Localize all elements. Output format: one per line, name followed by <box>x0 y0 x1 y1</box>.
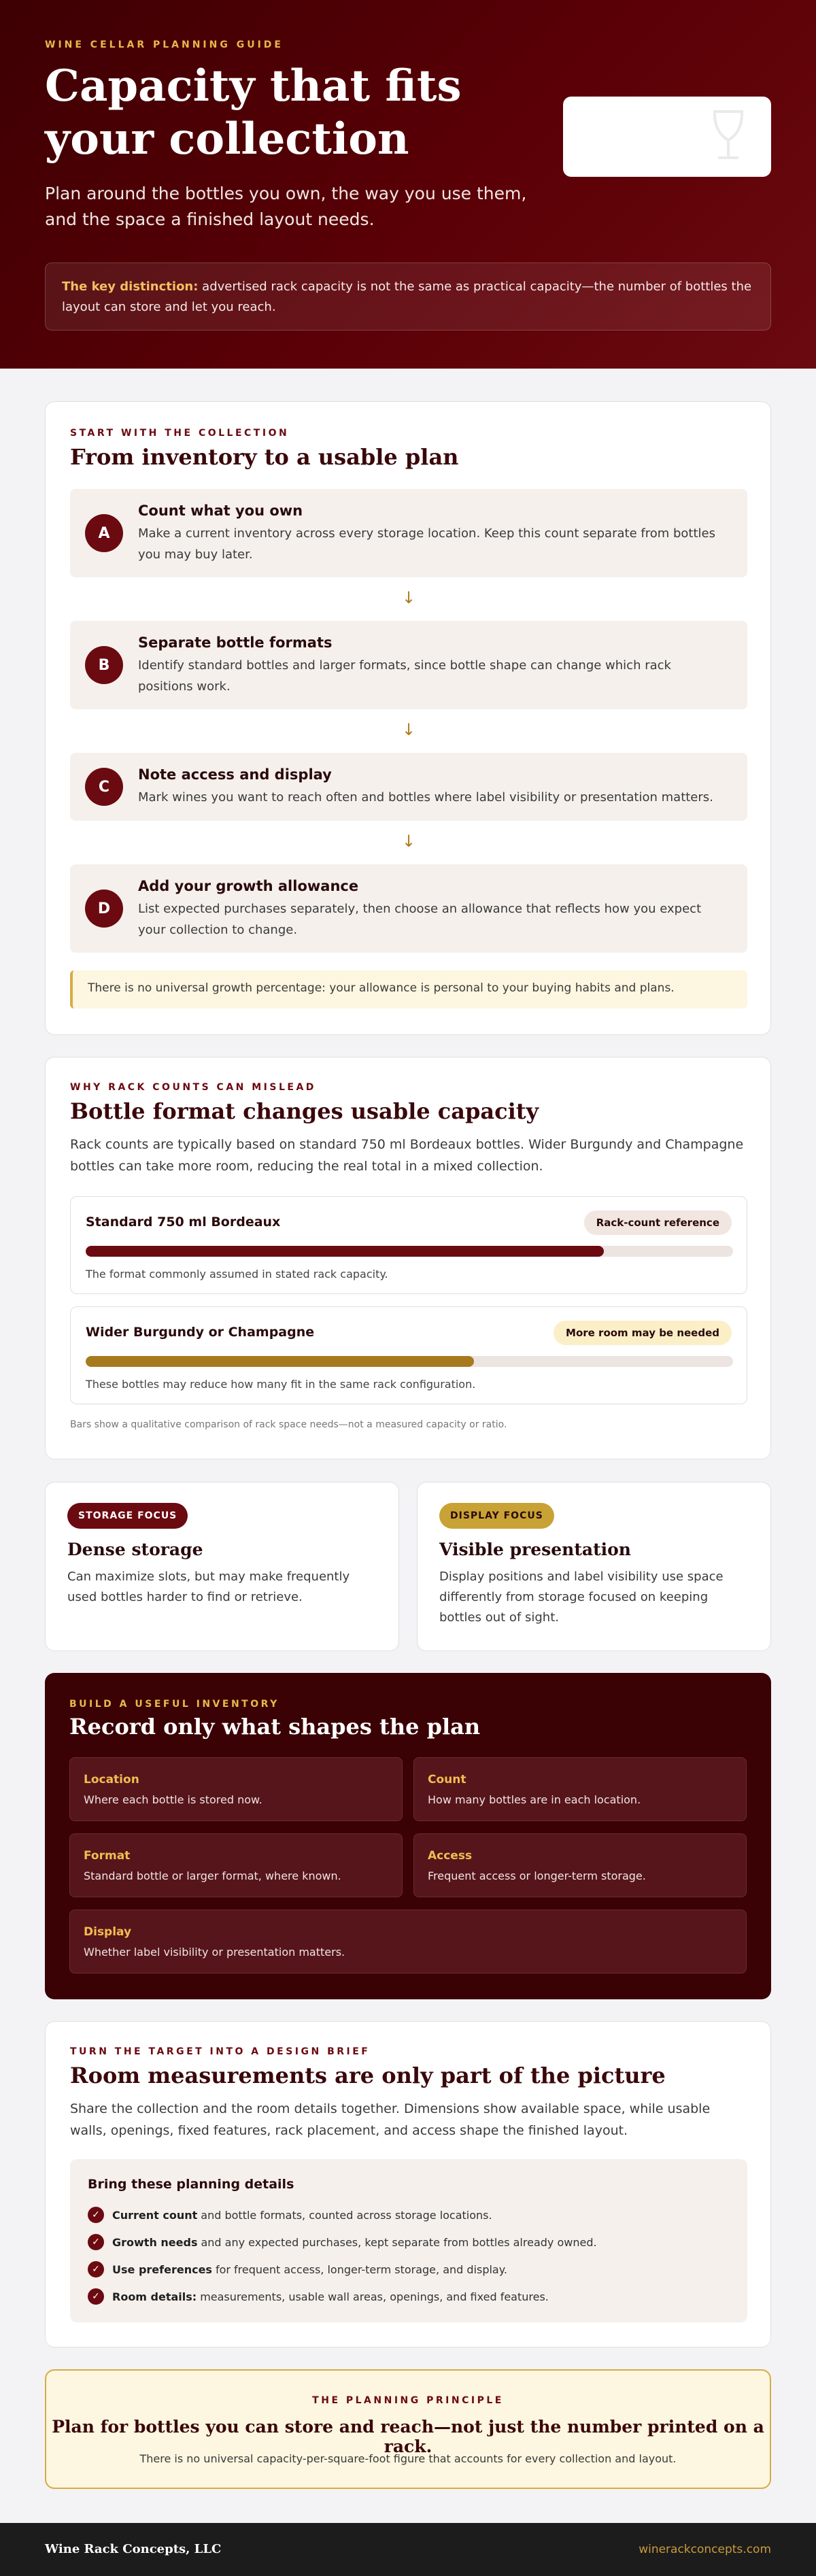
format-bar-description: The format commonly assumed in stated rack capacity. <box>86 1268 388 1281</box>
checklist-bold: Use preferences <box>112 2263 212 2276</box>
field-value: Whether label visibility or presentation matters. <box>84 1946 345 1959</box>
hero-image <box>563 97 771 177</box>
key-distinction-callout <box>45 262 771 331</box>
design-brief-section <box>45 2021 771 2348</box>
format-bar-fill <box>86 1356 474 1367</box>
check-icon: ✓ <box>88 2234 104 2250</box>
checklist-text: measurements, usable wall areas, openings, and fixed features. <box>200 2290 549 2303</box>
section-eyebrow: START WITH THE COLLECTION <box>70 428 290 439</box>
inventory-field <box>69 1757 403 1821</box>
field-value: Frequent access or longer-term storage. <box>428 1869 646 1882</box>
down-arrow-icon: ↓ <box>401 588 416 607</box>
bars-caption: Bars show a qualitative comparison of rack space needs—not a measured capacity or ratio. <box>70 1419 507 1430</box>
step-description: Identify standard bottles and larger formats, since bottle shape can change which rack positions work. <box>138 658 671 694</box>
inventory-field <box>413 1833 747 1897</box>
collection-section <box>45 401 771 1035</box>
format-bar-card <box>70 1306 747 1404</box>
format-bar-title: Standard 750 ml Bordeaux <box>86 1215 281 1230</box>
field-label: Display <box>84 1925 132 1939</box>
section-title: From inventory to a usable plan <box>70 444 459 470</box>
company-name: Wine Rack Concepts, LLC <box>45 2542 222 2556</box>
format-bar-description: These bottles may reduce how many fit in the same rack configuration. <box>86 1378 476 1391</box>
field-value: Where each bottle is stored now. <box>84 1793 262 1806</box>
step-badge: C <box>85 768 123 806</box>
principle-title: Plan for bottles you can store and reach—not just the number printed on a rack. <box>52 2417 764 2456</box>
checklist-item <box>88 2207 492 2223</box>
focus-title: Visible presentation <box>439 1540 631 1559</box>
hero-eyebrow: WINE CELLAR PLANNING GUIDE <box>45 39 284 50</box>
inventory-field <box>69 1910 747 1973</box>
planning-details-panel <box>70 2159 747 2322</box>
checklist-text: for frequent access, longer-term storage, and display. <box>215 2263 507 2276</box>
checklist-item <box>88 2234 597 2250</box>
panel-title: Bring these planning details <box>88 2177 294 2192</box>
section-eyebrow: WHY RACK COUNTS CAN MISLEAD <box>70 1082 316 1093</box>
field-label: Location <box>84 1773 139 1786</box>
checklist-text: and bottle formats, counted across storage locations. <box>201 2208 492 2222</box>
inventory-field <box>413 1757 747 1821</box>
focus-title: Dense storage <box>67 1540 203 1559</box>
field-label: Format <box>84 1849 131 1863</box>
inventory-field <box>69 1833 403 1897</box>
wine-glass-icon <box>698 105 759 166</box>
step-title: Note access and display <box>138 766 332 783</box>
step-badge: B <box>85 646 123 684</box>
format-bar-pill: Rack-count reference <box>584 1210 732 1235</box>
checklist-item <box>88 2261 507 2277</box>
check-icon: ✓ <box>88 2288 104 2305</box>
format-bar-card <box>70 1196 747 1294</box>
format-bar-track <box>86 1246 733 1257</box>
inventory-section <box>45 1673 771 1999</box>
page-title: Capacity that fits your collection <box>45 61 462 165</box>
step-badge: A <box>85 514 123 552</box>
hero-banner <box>0 0 816 369</box>
footer <box>0 2523 816 2576</box>
field-label: Count <box>428 1773 466 1786</box>
step-badge: D <box>85 889 123 928</box>
field-label: Access <box>428 1849 473 1863</box>
format-bar-track <box>86 1356 733 1367</box>
step-title: Add your growth allowance <box>138 878 359 894</box>
down-arrow-icon: ↓ <box>401 720 416 739</box>
growth-note: There is no universal growth percentage: your allowance is personal to your buying habits and plans. <box>70 970 747 1009</box>
step-title: Separate bottle formats <box>138 634 333 651</box>
step-card <box>70 621 747 709</box>
field-value: How many bottles are in each location. <box>428 1793 641 1806</box>
step-description: Mark wines you want to reach often and bottles where label visibility or presentation matters. <box>138 790 713 804</box>
step-title: Count what you own <box>138 503 303 519</box>
checklist-text: and any expected purchases, kept separate from bottles already owned. <box>201 2235 597 2249</box>
checklist-bold: Room details: <box>112 2290 197 2303</box>
check-icon: ✓ <box>88 2207 104 2223</box>
step-card <box>70 864 747 953</box>
callout-label: The key distinction: <box>62 279 199 294</box>
section-description: Rack counts are typically based on standard 750 ml Bordeaux bottles. Wider Burgundy and Champagne bottles can take more room, reducing the real total in a mixed collection. <box>70 1137 744 1174</box>
principle-eyebrow: THE PLANNING PRINCIPLE <box>312 2395 504 2406</box>
section-eyebrow: TURN THE TARGET INTO A DESIGN BRIEF <box>70 2046 371 2057</box>
checklist-item <box>88 2288 549 2305</box>
storage-focus-card <box>45 1482 399 1651</box>
section-eyebrow: BUILD A USEFUL INVENTORY <box>69 1699 279 1710</box>
planning-principle <box>45 2369 771 2489</box>
focus-description: Display positions and label visibility use space differently from storage focused on keeping bottles out of sight. <box>439 1570 724 1625</box>
focus-tag: DISPLAY FOCUS <box>439 1503 554 1529</box>
step-card <box>70 753 747 821</box>
field-value: Standard bottle or larger format, where known. <box>84 1869 341 1882</box>
step-description: List expected purchases separately, then choose an allowance that reflects how you expect your collection to change. <box>138 902 702 937</box>
format-bar-pill: More room may be needed <box>554 1321 732 1345</box>
check-icon: ✓ <box>88 2261 104 2277</box>
hero-lede: Plan around the bottles you own, the way you use them, and the space a finished layout needs. <box>45 184 527 229</box>
format-bar-title: Wider Burgundy or Champagne <box>86 1325 315 1340</box>
callout-text: advertised rack capacity is not the same as practical capacity—the number of bottles the layout can store and let you reach. <box>62 279 752 314</box>
down-arrow-icon: ↓ <box>401 832 416 851</box>
section-title: Record only what shapes the plan <box>69 1714 481 1740</box>
focus-description: Can maximize slots, but may make frequently used bottles harder to find or retrieve. <box>67 1570 350 1604</box>
checklist-bold: Current count <box>112 2208 198 2222</box>
checklist-bold: Growth needs <box>112 2235 198 2249</box>
display-focus-card <box>417 1482 771 1651</box>
section-title: Room measurements are only part of the picture <box>70 2063 666 2088</box>
focus-tag: STORAGE FOCUS <box>67 1503 188 1529</box>
section-title: Bottle format changes usable capacity <box>70 1098 539 1124</box>
step-description: Make a current inventory across every storage location. Keep this count separate from bottles you may buy later. <box>138 526 715 562</box>
step-card <box>70 489 747 577</box>
section-description: Share the collection and the room details together. Dimensions show available space, while usable walls, openings, fixed features, rack placement, and access shape the finished layout. <box>70 2101 711 2138</box>
format-bar-fill <box>86 1246 604 1257</box>
format-section <box>45 1057 771 1459</box>
website-link[interactable]: winerackconcepts.com <box>639 2543 771 2556</box>
principle-description: There is no universal capacity-per-square-foot figure that accounts for every collection and layout. <box>139 2452 677 2465</box>
